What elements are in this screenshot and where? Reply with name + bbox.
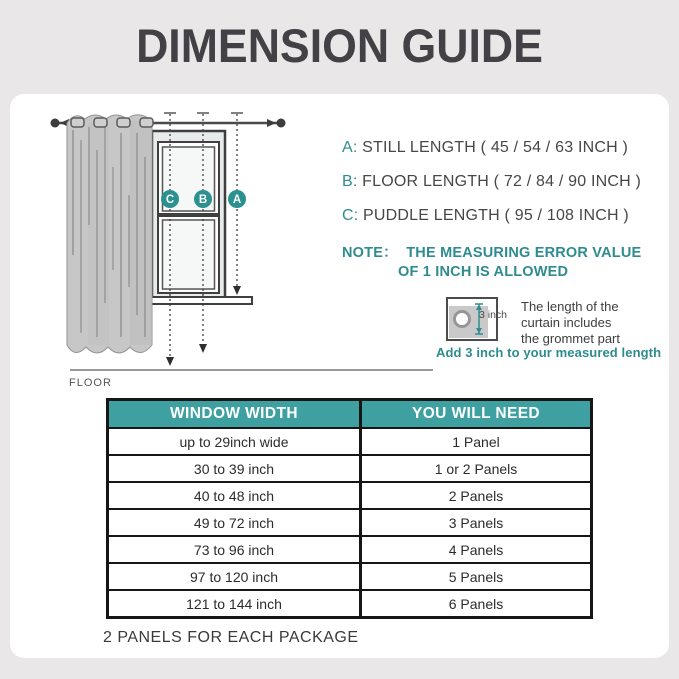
page-title: DIMENSION GUIDE <box>136 19 543 72</box>
table-row <box>108 455 592 482</box>
length-marker-badges <box>161 190 246 208</box>
puddle-length-line <box>342 207 629 225</box>
grommet-desc-line-1: The length of the <box>521 299 619 314</box>
still-length-line <box>342 139 628 157</box>
marker-c-label: C <box>165 194 175 206</box>
floor-length-letter: B: <box>342 173 358 190</box>
panels-needed-cell: 1 or 2 Panels <box>361 455 592 482</box>
floor-label: FLOOR <box>69 377 112 389</box>
panels-needed-cell: 4 Panels <box>361 536 592 563</box>
window-width-cell: 30 to 39 inch <box>108 455 361 482</box>
panels-needed-cell: 1 Panel <box>361 428 592 455</box>
puddle-length-letter: C: <box>342 207 359 224</box>
window-width-cell: up to 29inch wide <box>108 428 361 455</box>
still-length-letter: A: <box>342 139 358 156</box>
you-will-need-header: YOU WILL NEED <box>361 400 592 429</box>
marker-a-label: A <box>232 194 242 206</box>
grommet-desc-line-3: the grommet part <box>521 331 620 346</box>
table-header-row <box>108 400 592 429</box>
marker-b-label: B <box>198 194 208 206</box>
table-row <box>108 563 592 590</box>
still-length-text: STILL LENGTH ( 45 / 54 / 63 INCH ) <box>357 139 629 156</box>
window-width-cell: 73 to 96 inch <box>108 536 361 563</box>
table-row <box>108 590 592 618</box>
table-row <box>108 482 592 509</box>
window-width-header: WINDOW WIDTH <box>108 400 361 429</box>
window-icon <box>150 131 252 304</box>
curtain-panel-icon <box>67 115 153 353</box>
puddle-length-text: PUDDLE LENGTH ( 95 / 108 INCH ) <box>358 207 629 224</box>
floor-length-line <box>342 173 641 191</box>
panels-needed-cell: 2 Panels <box>361 482 592 509</box>
package-note: 2 PANELS FOR EACH PACKAGE <box>103 629 359 646</box>
floor-length-text: FLOOR LENGTH ( 72 / 84 / 90 INCH ) <box>357 173 642 190</box>
note-line-2: OF 1 INCH IS ALLOWED <box>398 264 569 280</box>
grommet-desc-line-2: curtain includes <box>521 315 612 330</box>
note-line-1: NOTE： THE MEASURING ERROR VALUE <box>342 245 642 261</box>
panel-sizing-table <box>106 398 593 619</box>
window-width-cell: 40 to 48 inch <box>108 482 361 509</box>
window-width-cell: 49 to 72 inch <box>108 509 361 536</box>
add-inches-note: Add 3 inch to your measured length <box>436 345 662 360</box>
table-row <box>108 536 592 563</box>
table-row <box>108 509 592 536</box>
window-width-cell: 121 to 144 inch <box>108 590 361 618</box>
table-row <box>108 428 592 455</box>
grommet-measure-label: 3 inch <box>479 309 508 321</box>
window-width-cell: 97 to 120 inch <box>108 563 361 590</box>
panels-needed-cell: 6 Panels <box>361 590 592 618</box>
panels-needed-cell: 5 Panels <box>361 563 592 590</box>
panels-needed-cell: 3 Panels <box>361 509 592 536</box>
window-sill <box>150 297 252 304</box>
